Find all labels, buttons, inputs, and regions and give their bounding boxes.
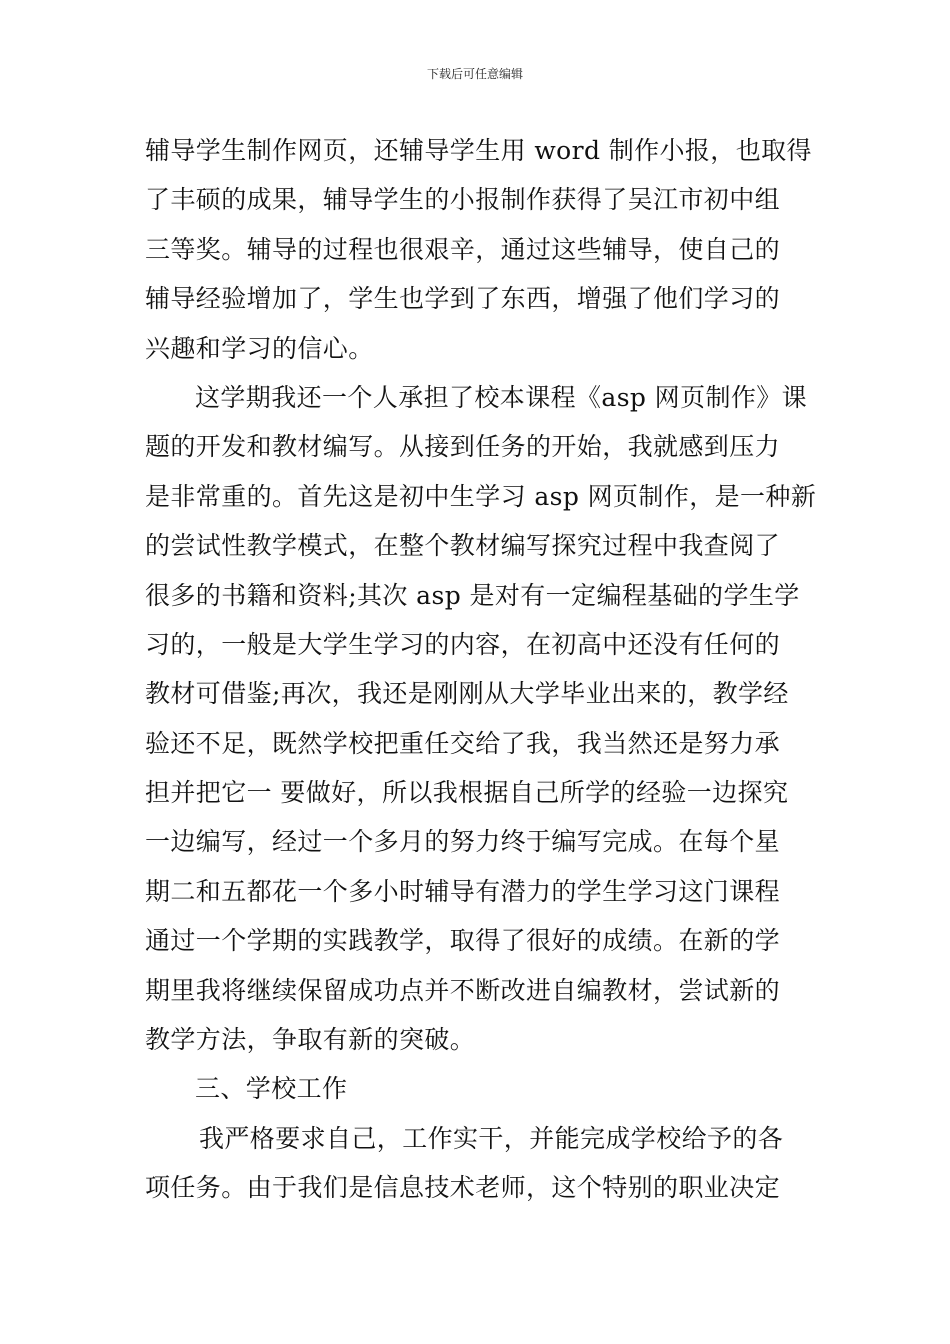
- text-line: 的尝试性教学模式，在整个教材编写探究过程中我查阅了: [145, 531, 781, 561]
- text-line: 题的开发和教材编写。从接到任务的开始，我就感到压力: [145, 432, 781, 462]
- body-text: [145, 126, 817, 1213]
- paragraph-start-line: 我严格要求自己，工作实干，并能完成学校给予的各: [199, 1123, 784, 1153]
- text-line: 很多的书籍和资料;其次 asp 是对有一定编程基础的学生学: [145, 580, 800, 610]
- text-line: 教材可借鉴;再次，我还是刚刚从大学毕业出来的，教学经: [145, 679, 789, 709]
- text-line: 验还不足，既然学校把重任交给了我，我当然还是努力承: [145, 728, 781, 758]
- text-line: 期里我将继续保留成功点并不断改进自编教材，尝试新的: [145, 975, 781, 1005]
- text-line: 通过一个学期的实践教学，取得了很好的成绩。在新的学: [145, 926, 781, 956]
- section-heading: 三、学校工作: [195, 1074, 348, 1104]
- text-line: 辅导经验增加了，学生也学到了东西，增强了他们学习的: [145, 284, 781, 314]
- text-line: 教学方法，争取有新的突破。: [145, 1025, 476, 1055]
- paragraph-start-line: 这学期我还一个人承担了校本课程《asp 网页制作》课: [195, 382, 808, 412]
- text-line: 期二和五都花一个多小时辅导有潜力的学生学习这门课程: [145, 876, 781, 906]
- header-note: 下载后可任意编辑: [426, 67, 523, 81]
- text-line: 三等奖。辅导的过程也很艰辛，通过这些辅导，使自己的: [145, 234, 781, 264]
- text-line: 是非常重的。首先这是初中生学习 asp 网页制作，是一种新: [145, 481, 817, 511]
- text-line: 担并把它一 要做好，所以我根据自己所学的经验一边探究: [145, 778, 789, 808]
- text-line: 兴趣和学习的信心。: [145, 333, 374, 363]
- text-line: 辅导学生制作网页，还辅导学生用 word 制作小报，也取得: [145, 136, 812, 165]
- text-line: 项任务。由于我们是信息技术老师，这个特别的职业决定: [145, 1173, 781, 1203]
- text-line: 习的，一般是大学生学习的内容，在初高中还没有任何的: [145, 629, 781, 659]
- text-line: 一边编写，经过一个多月的努力终于编写完成。在每个星: [145, 827, 781, 857]
- text-line: 了丰硕的成果，辅导学生的小报制作获得了吴江市初中组: [145, 185, 781, 215]
